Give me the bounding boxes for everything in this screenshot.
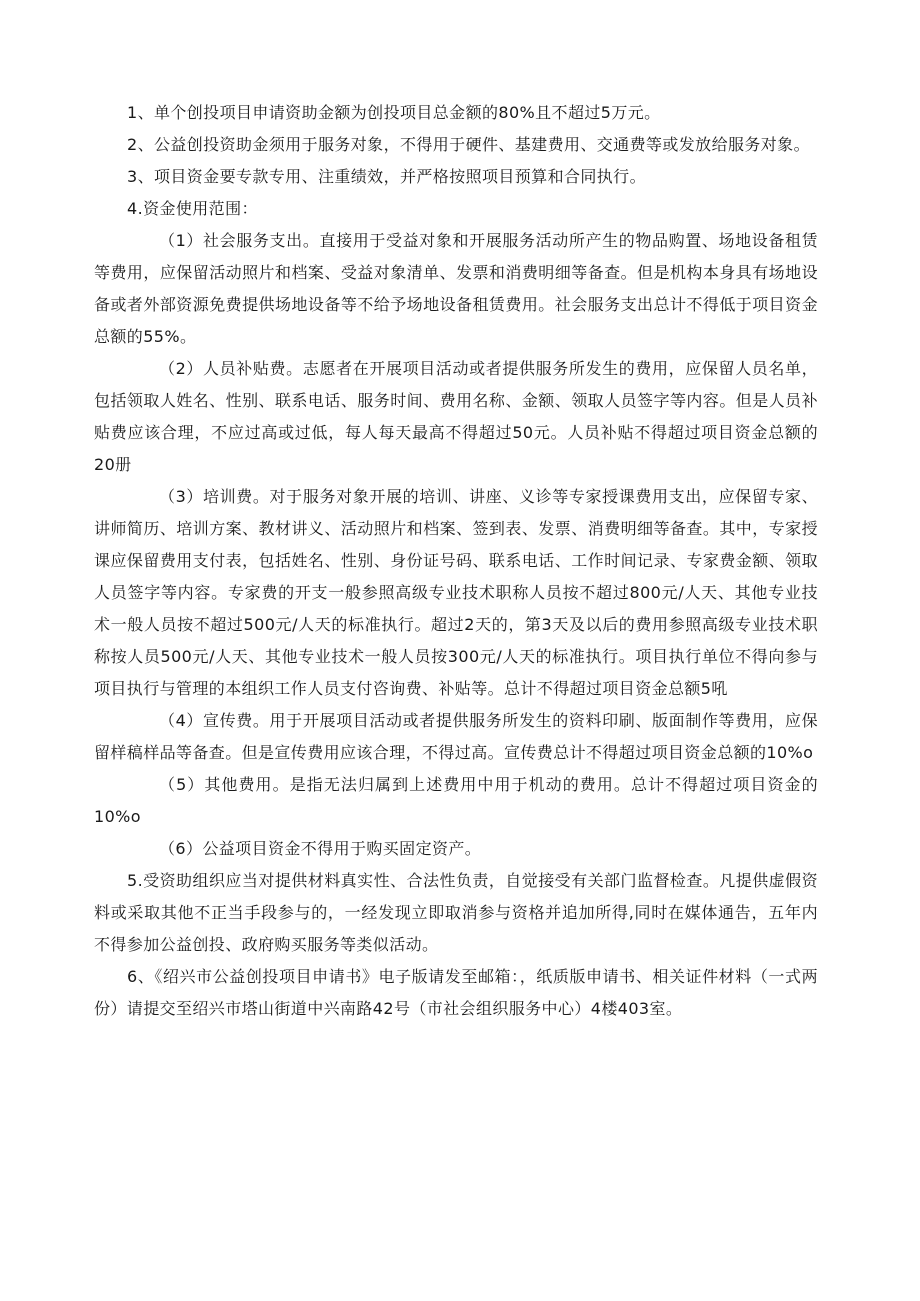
paragraph-personnel-subsidy: （2）人员补贴费。志愿者在开展项目活动或者提供服务所发生的费用，应保留人员名单，包括领取人姓名、性别、联系电话、服务时间、费用名称、金额、领取人员签字等内容。但是人员补贴费应该合理，不应过高或过低，每人每天最高不得超过50元。人员补贴不得超过项目资金总额的20册 bbox=[94, 359, 818, 474]
paragraph-other-fee: （5）其他费用。是指无法归属到上述费用中用于机动的费用。总计不得超过项目资金的10%o bbox=[94, 775, 818, 826]
paragraph-training-fee: （3）培训费。对于服务对象开展的培训、讲座、义诊等专家授课费用支出，应保留专家、讲师简历、培训方案、教材讲义、活动照片和档案、签到表、发票、消费明细等备查。其中，专家授课应保留费用支付表，包括姓名、性别、身份证号码、联系电话、工作时间记录、专家费金额、领取人员签字等内容。专家费的开支一般参照高级专业技术职称人员按不超过800元/人天、其他专业技术一般人员按不超过500元/人天的标准执行。超过2天的，第3天及以后的费用参照高级专业技术职称按人员500元/人天、其他专业技术一般人员按300元/人天的标准执行。项目执行单位不得向参与项目执行与管理的本组织工作人员支付咨询费、补贴等。总计不得超过项目资金总额5吼 bbox=[94, 487, 818, 698]
paragraph-funding-usage: 2、公益创投资助金须用于服务对象，不得用于硬件、基建费用、交通费等或发放给服务对象。 bbox=[127, 135, 810, 154]
document-body bbox=[94, 97, 818, 1025]
paragraph-social-service: （1）社会服务支出。直接用于受益对象和开展服务活动所产生的物品购置、场地设备租赁等费用，应保留活动照片和档案、受益对象清单、发票和消费明细等备查。但是机构本身具有场地设备或者外部资源免费提供场地设备等不给予场地设备租赁费用。社会服务支出总计不得低于项目资金总额的55%。 bbox=[94, 231, 818, 346]
paragraph-fixed-assets: （6）公益项目资金不得用于购买固定资产。 bbox=[159, 839, 482, 858]
paragraph-submission: 6、《绍兴市公益创投项目申请书》电子版请发至邮箱：，纸质版申请书、相关证件材料（一式两份）请提交至绍兴市塔山街道中兴南路42号（市社会组织服务中心）4楼403室。 bbox=[94, 967, 818, 1018]
paragraph-dedicated-funds: 3、项目资金要专款专用、注重绩效，并严格按照项目预算和合同执行。 bbox=[127, 167, 646, 186]
paragraph-publicity-fee: （4）宣传费。用于开展项目活动或者提供服务所发生的资料印刷、版面制作等费用，应保留样稿样品等备查。但是宣传费用应该合理，不得过高。宣传费总计不得超过项目资金总额的10%o bbox=[94, 711, 818, 762]
paragraph-funding-limit: 1、单个创投项目申请资助金额为创投项目总金额的80%且不超过5万元。 bbox=[127, 103, 661, 122]
paragraph-scope-heading: 4.资金使用范围： bbox=[127, 199, 258, 218]
paragraph-responsibility: 5.受资助组织应当对提供材料真实性、合法性负责，自觉接受有关部门监督检查。凡提供虚假资料或采取其他不正当手段参与的，一经发现立即取消参与资格并追加所得,同时在媒体通告，五年内不得参加公益创投、政府购买服务等类似活动。 bbox=[94, 871, 818, 954]
